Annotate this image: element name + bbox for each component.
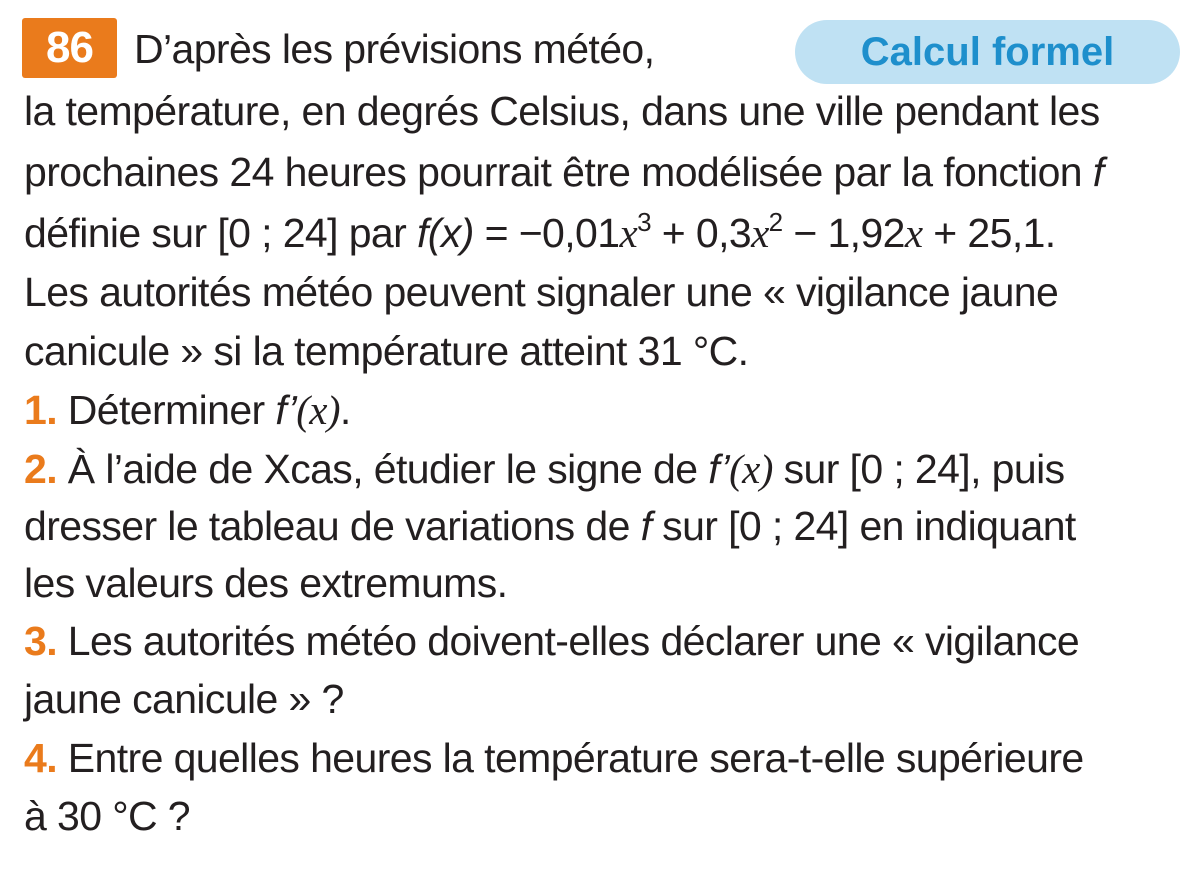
question-3-line-1: 3. Les autorités météo doivent-elles déclarer une « vigilance: [24, 618, 1080, 664]
question-4-line-2: à 30 °C ?: [24, 793, 190, 839]
question-1-number: 1.: [24, 387, 57, 433]
function-name-f: f: [1092, 149, 1104, 195]
intro-line-2: la température, en degrés Celsius, dans une ville pendant les: [24, 88, 1100, 134]
question-2-line-1: 2. À l’aide de Xcas, étudier le signe de f’(x) sur [0 ; 24], puis: [24, 446, 1065, 492]
question-1: 1. Déterminer f’(x).: [24, 387, 351, 433]
question-2-number: 2.: [24, 446, 57, 492]
exercise-number-badge: 86: [22, 18, 117, 78]
question-3-number: 3.: [24, 618, 57, 664]
question-2-line-3: les valeurs des extremums.: [24, 560, 508, 606]
question-2-line-2: dresser le tableau de variations de f sur [0 ; 24] en indiquant: [24, 503, 1076, 549]
intro-line-1: D’après les prévisions météo,: [134, 26, 655, 72]
question-4-line-1: 4. Entre quelles heures la température sera-t-elle supérieure: [24, 735, 1084, 781]
question-3-line-2: jaune canicule » ?: [24, 676, 344, 722]
intro-line-5: Les autorités météo peuvent signaler une « vigilance jaune: [24, 269, 1059, 315]
question-4-number: 4.: [24, 735, 57, 781]
intro-line-3: prochaines 24 heures pourrait être modélisée par la fonction f: [24, 149, 1104, 195]
intro-line-6: canicule » si la température atteint 31 °C.: [24, 328, 749, 374]
calcul-formel-tag: Calcul formel: [795, 20, 1180, 84]
intro-line-4-formula: définie sur [0 ; 24] par $f(x) = -0,01x^3 + 0,3x^2 - 1,92x + 25,1$.: [24, 207, 1056, 256]
